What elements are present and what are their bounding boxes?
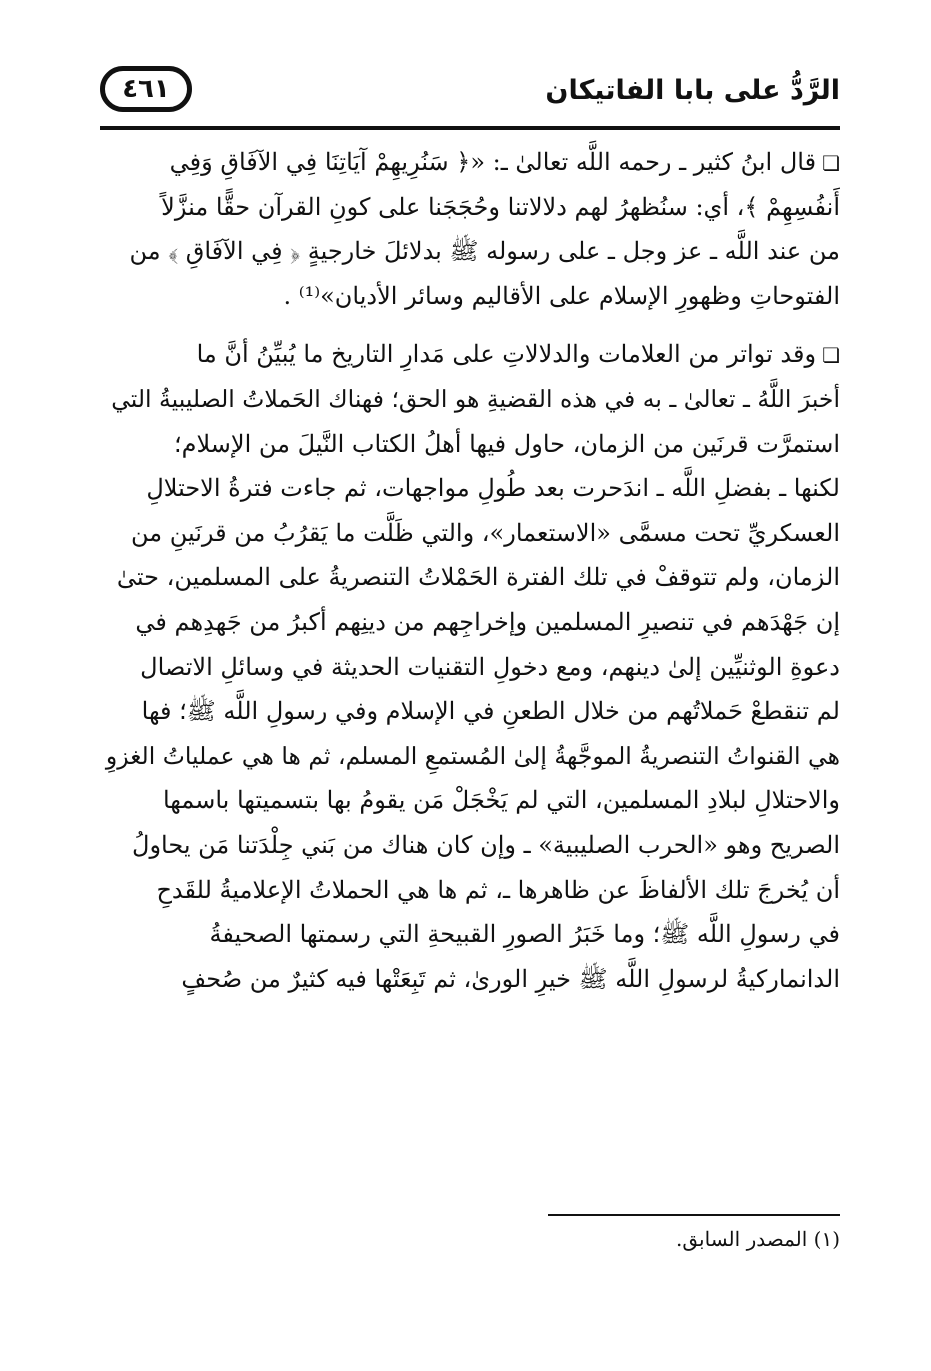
running-title: الرَّدُّ على بابا الفاتيكان [545, 75, 840, 106]
text-line: الزمان، ولم تتوقفْ في تلك الفترة الحَمْلاتُ التنصريةُ على المسلمين، حتىٰ [116, 563, 840, 592]
text-line: والاحتلالِ لبلادِ المسلمين، التي لم يَخْجَلْ مَن يقومُ بها بتسميتها باسمها [162, 786, 840, 815]
text-line: أن يُخرجَ تلك الألفاظَ عن ظاهرها ـ، ثم ها هي الحملاتُ الإعلاميةُ للقَدحِ [156, 875, 840, 904]
paragraph-gap [100, 318, 840, 332]
text-line: إن جَهْدَهم في تنصيرِ المسلمين وإخراجِهم من دينِهم أكبرُ من جَهدِهم في [135, 607, 840, 636]
text-line: الدانماركيةُ لرسولِ اللَّه ﷺ خيرِ الورىٰ، ثم تَبِعَتْها فيه كثيرٌ من صُحفٍ [181, 964, 840, 993]
text-line: دعوةِ الوثنيِّين إلىٰ دينهم، ومع دخولِ التقنيات الحديثة في وسائلِ الاتصال [140, 652, 840, 681]
text-line: استمرَّت قرنَين من الزمان، حاول فيها أهلُ الكتاب النَّيلَ من الإسلام؛ [174, 429, 840, 458]
footnote: (١) المصدر السابق. [676, 1227, 840, 1251]
text-line: أَنفُسِهِمْ ﴾، أي: سنُظهرُ لهم دلالاتنا وحُجَجَنا على كونِ القرآن حقًّا منزَّلاً [161, 192, 840, 221]
text-line: الفتوحاتِ وظهورِ الإسلام على الأقاليم وسائر الأديان»⁽¹⁾ . [283, 281, 840, 310]
text-line: لم تنقطعْ حَملاتُهم من خلال الطعنِ في الإسلام وفي رسولِ اللَّه ﷺ؛ فها [141, 697, 840, 726]
text-line: هي القنواتُ التنصريةُ الموجَّهةُ إلىٰ المُستمعِ المسلم، ثم ها هي عملياتُ الغزوِ [105, 741, 840, 770]
box-marker-icon: ❏ [822, 151, 840, 175]
page-number-badge [100, 66, 192, 112]
main-text [100, 140, 840, 1001]
text-line: الصريح وهو «الحرب الصليبية» ـ وإن كان هناك من بَني جِلْدَتنا مَن يحاولُ [132, 830, 840, 859]
text-line: في رسولِ اللَّه ﷺ؛ وما خَبَرُ الصورِ القبيحةِ التي رسمتها الصحيفةُ [209, 920, 840, 949]
footnote-divider [548, 1214, 840, 1216]
header-divider [100, 126, 840, 130]
text-line: العسكريِّ تحت مسمَّى «الاستعمار»، والتي ظَلَّت ما يَقرُبُ من قرنَينِ من [130, 518, 840, 547]
box-marker-icon: ❏ [822, 343, 840, 368]
text-line: من عند اللَّه ـ عز وجل ـ على رسوله ﷺ بدلائلَ خارجيةٍ ﴿ فِي الآفَاقِ ﴾ من [129, 237, 840, 266]
text-line: أخبرَ اللَّهُ ـ تعالىٰ ـ به في هذه القضيةِ هو الحق؛ فهناك الحَملاتُ الصليبيةُ التي [111, 384, 840, 413]
page-number: ٤٦١ [122, 74, 170, 104]
text-line: ❏وقد تواتر من العلامات والدلالاتِ على مَدارِ التاريخ ما يُبيِّنُ أنَّ ما [100, 332, 840, 377]
page-header [100, 62, 840, 124]
text-line: ❏قال ابنُ كثير ـ رحمه اللَّه تعالىٰ ـ: «﴿ سَنُرِيهِمْ آيَاتِنَا فِي الآفَاقِ وَفِي [100, 140, 840, 185]
text-line: لكنها ـ بفضلِ اللَّه ـ اندَحرت بعد طُولِ مواجهات، ثم جاءت فترةُ الاحتلالِ [146, 474, 840, 503]
